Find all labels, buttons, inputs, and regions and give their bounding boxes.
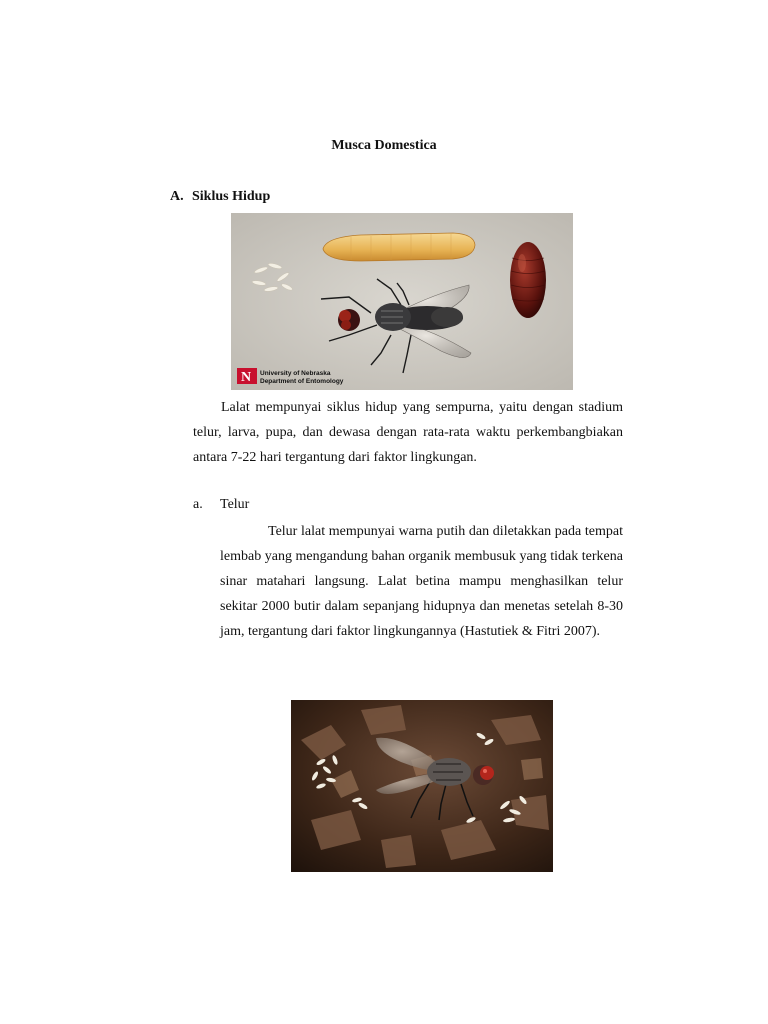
larva-illustration [323,233,475,261]
section-letter: A. [170,189,184,204]
fly-laying-eggs-photo [291,700,553,872]
pupa-illustration [510,242,546,318]
document-title: Musca Domestica [331,138,437,153]
subsection-heading [193,497,249,513]
paragraph-life-cycle: Lalat mempunyai siklus hidup yang sempurna, yaitu dengan stadium telur, larva, pupa, dan dewasa dengan rata-rata waktu perkembangbiakan antara 7-22 hari tergantung dari faktor lingkungan. [193,400,623,465]
logo-line-2: Department of Entomology [260,378,344,385]
life-cycle-photo [231,213,573,390]
section-heading [170,189,270,205]
subsection-letter: a. [193,497,203,512]
subsection-title: Telur [220,497,250,512]
logo-letter: N [241,370,252,385]
section-title: Siklus Hidup [192,189,271,204]
paragraph-eggs: Telur lalat mempunyai warna putih dan diletakkan pada tempat lembab yang mengandung bahan organik membusuk yang tidak terkena sinar matahari langsung. Lalat betina mampu menghasilkan telur sekitar 2000 butir dalam sepanjang hidupnya dan menetas setelah 8-30 jam, tergantung dari faktor lingkungannya (Hastutiek & Fitri 2007). [220,524,623,639]
university-logo [237,368,344,385]
logo-line-1: University of Nebraska [260,370,331,377]
